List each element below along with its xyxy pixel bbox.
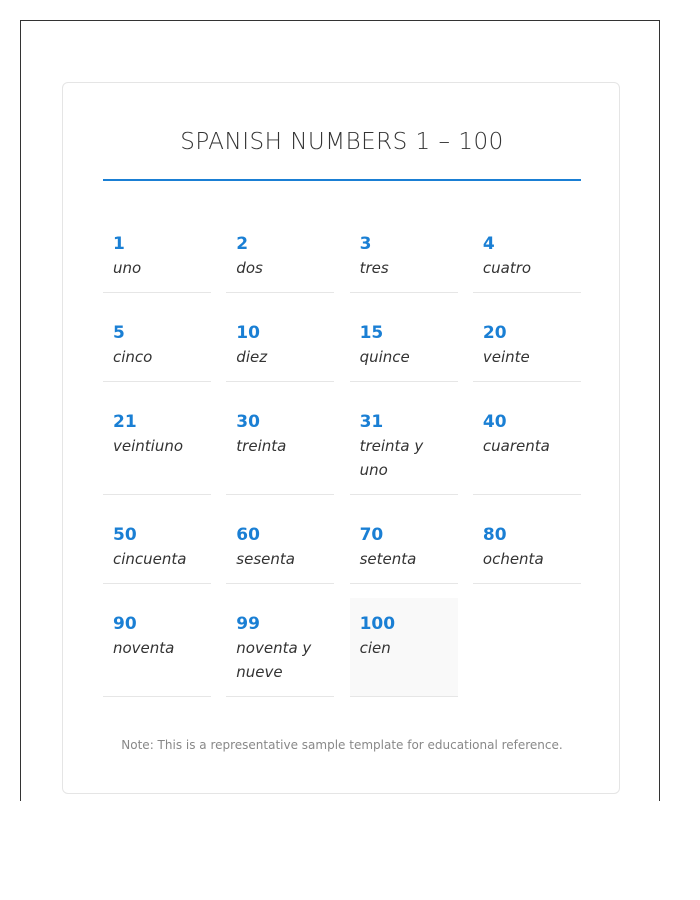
number-cell bbox=[103, 509, 211, 584]
number-cell bbox=[103, 218, 211, 293]
number-value: 5 bbox=[113, 323, 125, 343]
number-value: 31 bbox=[359, 412, 384, 432]
number-value: 20 bbox=[482, 323, 507, 343]
numbers-grid bbox=[103, 218, 581, 697]
number-cell bbox=[103, 307, 211, 382]
number-value: 90 bbox=[113, 614, 137, 634]
number-word: dos bbox=[236, 259, 263, 277]
number-cell bbox=[473, 218, 581, 293]
number-value: 4 bbox=[482, 234, 495, 254]
number-value: 15 bbox=[359, 323, 384, 343]
number-cell bbox=[473, 307, 581, 382]
number-word: cinco bbox=[113, 348, 153, 366]
number-value: 99 bbox=[236, 614, 260, 634]
number-word: veintiuno bbox=[113, 437, 184, 455]
number-value: 10 bbox=[236, 323, 260, 343]
number-cell bbox=[350, 307, 458, 382]
number-word: quince bbox=[359, 348, 410, 366]
number-value: 70 bbox=[359, 525, 384, 545]
number-word: setenta bbox=[359, 550, 417, 568]
number-cell bbox=[103, 598, 211, 697]
page-title: SPANISH NUMBERS 1 – 100 bbox=[180, 129, 504, 155]
number-value: 2 bbox=[236, 234, 249, 254]
number-value: 3 bbox=[359, 234, 372, 254]
number-word: noventa bbox=[113, 639, 175, 657]
number-cell bbox=[350, 509, 458, 584]
number-cell bbox=[226, 307, 334, 382]
number-value: 21 bbox=[113, 412, 137, 432]
number-value: 30 bbox=[236, 412, 260, 432]
number-cell bbox=[226, 396, 334, 495]
number-cell bbox=[473, 396, 581, 495]
number-cell bbox=[226, 218, 334, 293]
number-word: cuatro bbox=[482, 259, 532, 277]
number-word: treinta y uno bbox=[359, 437, 424, 479]
number-word: cien bbox=[359, 639, 391, 657]
number-value: 50 bbox=[113, 525, 137, 545]
title-divider bbox=[103, 179, 581, 181]
number-cell bbox=[473, 509, 581, 584]
number-word: uno bbox=[113, 259, 142, 277]
number-word: noventa y nueve bbox=[236, 639, 312, 681]
number-word: veinte bbox=[482, 348, 530, 366]
number-word: treinta bbox=[236, 437, 287, 455]
number-cell bbox=[103, 396, 211, 495]
number-word: diez bbox=[236, 348, 268, 366]
number-value: 80 bbox=[482, 525, 507, 545]
number-word: cuarenta bbox=[482, 437, 550, 455]
number-cell bbox=[350, 218, 458, 293]
number-word: tres bbox=[359, 259, 389, 277]
number-cell-highlighted bbox=[350, 598, 458, 697]
number-value: 40 bbox=[482, 412, 507, 432]
number-value: 1 bbox=[113, 234, 125, 254]
number-cell bbox=[350, 396, 458, 495]
number-word: sesenta bbox=[236, 550, 295, 568]
number-value: 100 bbox=[359, 614, 396, 634]
number-cell bbox=[226, 598, 334, 697]
number-word: ochenta bbox=[482, 550, 544, 568]
footer-note: Note: This is a representative sample template for educational reference. bbox=[121, 738, 563, 752]
page-frame bbox=[20, 20, 660, 801]
number-cell bbox=[226, 509, 334, 584]
number-value: 60 bbox=[236, 525, 260, 545]
number-word: cincuenta bbox=[113, 550, 187, 568]
numbers-card bbox=[62, 82, 620, 794]
